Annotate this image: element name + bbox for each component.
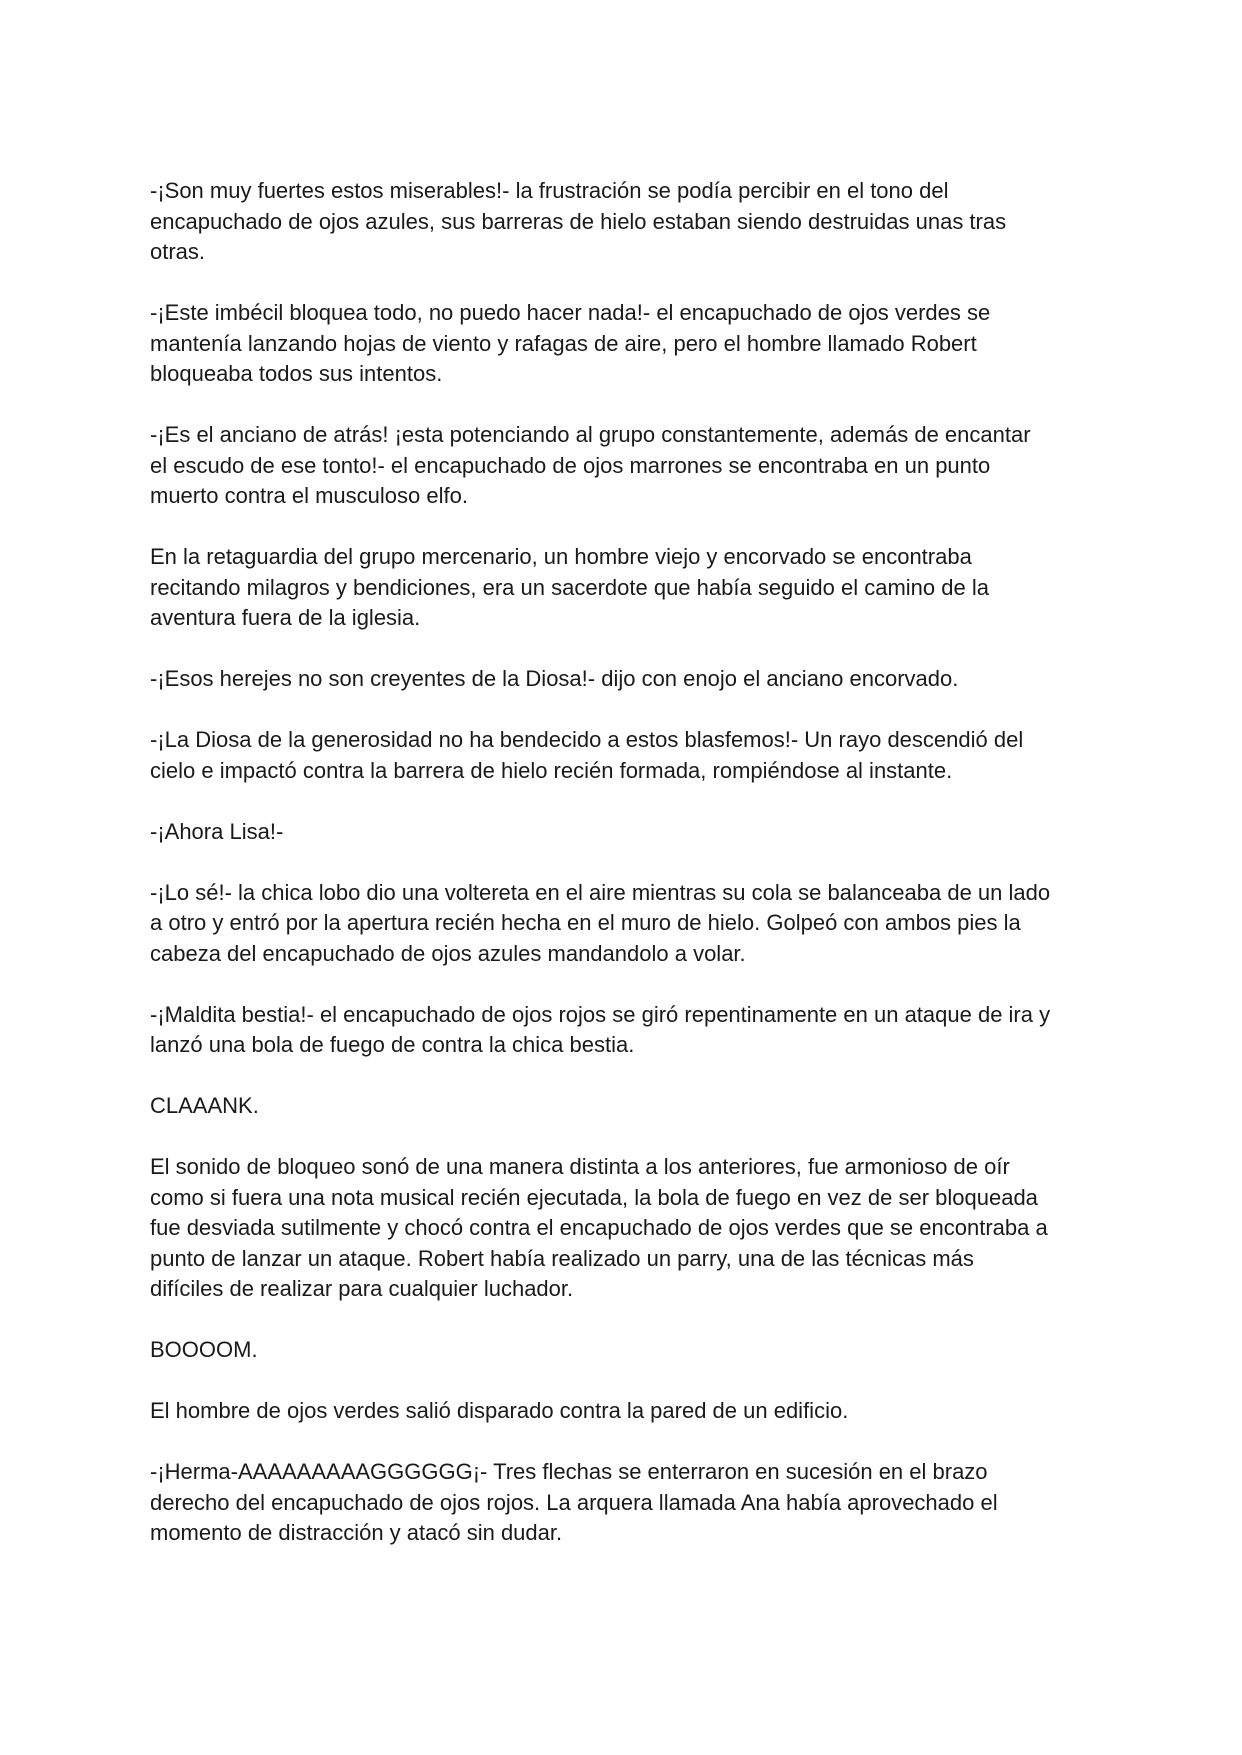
paragraph: -¡Es el anciano de atrás! ¡esta potenciando al grupo constantemente, además de encantar el escudo de ese tonto!- el encapuchado de ojos marrones se encontraba en un punto muerto contra el musculoso elfo. — [150, 422, 1031, 508]
document-body — [150, 176, 1100, 1549]
paragraph: En la retaguardia del grupo mercenario, un hombre viejo y encorvado se encontraba recitando milagros y bendiciones, era un sacerdote que había seguido el camino de la aventura fuera de la iglesia. — [150, 544, 989, 630]
paragraph: -¡Son muy fuertes estos miserables!- la frustración se podía percibir en el tono del encapuchado de ojos azules, sus barreras de hielo estaban siendo destruidas unas tras otras. — [150, 178, 1007, 264]
paragraph: -¡Ahora Lisa!- — [150, 818, 284, 844]
paragraph: El sonido de bloqueo sonó de una manera distinta a los anteriores, fue armonioso de oír como si fuera una nota musical recién ejecutada, la bola de fuego en vez de ser bloqueada fue desviada sutilmente y chocó contra el encapuchado de ojos verdes que se encontraba a punto de lanzar un ataque. Robert había realizado un parry, una de las técnicas más difíciles de realizar para cualquier luchador. — [150, 1154, 1048, 1301]
paragraph: -¡Maldita bestia!- el encapuchado de ojos rojos se giró repentinamente en un ataque de ira y lanzó una bola de fuego de contra la chica bestia. — [150, 1001, 1051, 1057]
paragraph: El hombre de ojos verdes salió disparado contra la pared de un edificio. — [150, 1398, 849, 1423]
paragraph: -¡Esos herejes no son creyentes de la Diosa!- dijo con enojo el anciano encorvado. — [150, 666, 959, 691]
paragraph: BOOOOM. — [150, 1337, 258, 1362]
paragraph: -¡Lo sé!- la chica lobo dio una voltereta en el aire mientras su cola se balanceaba de un lado a otro y entró por la apertura recién hecha en el muro de hielo. Golpeó con ambos pies la cabeza del encapuchado de ojos azules mandandolo a volar. — [150, 879, 1051, 966]
paragraph: CLAAANK. — [150, 1093, 259, 1118]
paragraph: -¡Este imbécil bloquea todo, no puedo hacer nada!- el encapuchado de ojos verdes se mantenía lanzando hojas de viento y rafagas de aire, pero el hombre llamado Robert bloqueaba todos sus intentos. — [150, 300, 991, 386]
paragraph: -¡La Diosa de la generosidad no ha bendecido a estos blasfemos!- Un rayo descendió del cielo e impactó contra la barrera de hielo recién formada, rompiéndose al instante. — [150, 727, 1024, 783]
paragraph: -¡Herma-AAAAAAAAAGGGGGG¡- Tres flechas se enterraron en sucesión en el brazo derecho del encapuchado de ojos rojos. La arquera llamada Ana había aprovechado el momento de distracción y atacó sin dudar. — [150, 1459, 998, 1545]
